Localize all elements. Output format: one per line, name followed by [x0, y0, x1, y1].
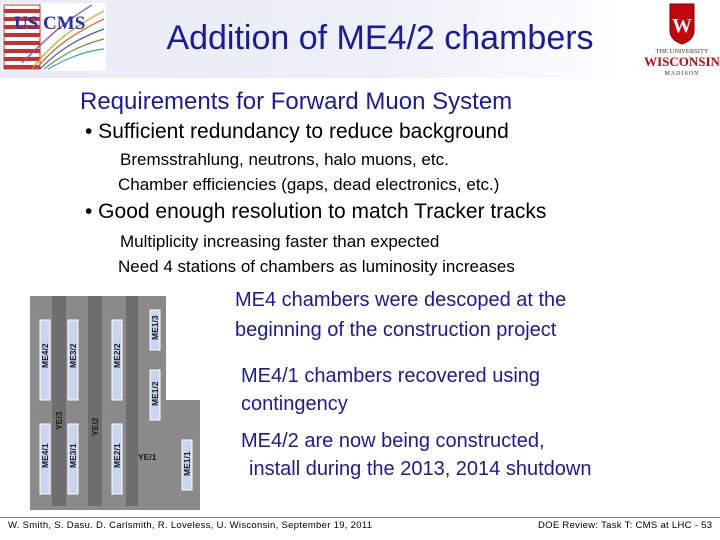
requirements-heading: Requirements for Forward Muon System — [80, 88, 513, 115]
label-ye1: YE/1 — [138, 452, 157, 462]
yoke-disk-2 — [88, 296, 102, 506]
logo-line3: MADISON — [664, 71, 700, 77]
yoke-disk-1 — [126, 296, 138, 506]
label-ye3: YE/3 — [54, 411, 64, 430]
uscms-logo-text: US CMS — [14, 13, 86, 34]
note-recovered-2: contingency — [241, 393, 348, 415]
label-ye2: YE/2 — [90, 417, 100, 436]
footer-page: DOE Review: Task T: CMS at LHC - 53 — [538, 520, 713, 531]
footer-divider — [0, 517, 720, 518]
logo-line2: WISCONSIN — [644, 54, 720, 69]
note-constructed-1: ME4/2 are now being constructed, — [241, 430, 545, 452]
label-me22: ME2/2 — [112, 343, 122, 368]
cms-endcap-diagram — [22, 290, 222, 510]
label-me21: ME2/1 — [112, 443, 122, 468]
uscms-logo — [2, 3, 106, 71]
label-me42: ME4/2 — [40, 343, 50, 368]
bullet2-sub2: Need 4 stations of chambers as luminosity increases — [118, 257, 515, 276]
shield-letter: W — [672, 15, 692, 37]
note-descoped-1: ME4 chambers were descoped at the — [235, 289, 567, 311]
label-me41: ME4/1 — [40, 443, 50, 468]
bullet-resolution: • Good enough resolution to match Tracker tracks — [85, 200, 547, 223]
bullet1-sub1: Bremsstrahlung, neutrons, halo muons, etc. — [120, 150, 449, 169]
footer-authors: W. Smith, S. Dasu. D. Carlsmith, R. Loveless, U. Wisconsin, September 19, 2011 — [8, 520, 373, 531]
label-me32: ME3/2 — [68, 343, 78, 368]
wisconsin-logo — [644, 2, 720, 78]
label-me12: ME1/2 — [150, 381, 160, 406]
bullet1-sub2: Chamber efficiencies (gaps, dead electronics, etc.) — [118, 175, 500, 194]
bullet-redundancy: • Sufficient redundancy to reduce background — [85, 120, 509, 143]
note-constructed-2: install during the 2013, 2014 shutdown — [249, 458, 592, 480]
slide-title: Addition of ME4/2 chambers — [166, 19, 594, 57]
note-recovered-1: ME4/1 chambers recovered using — [241, 365, 541, 387]
bullet2-sub1: Multiplicity increasing faster than expected — [120, 232, 440, 251]
label-me11: ME1/1 — [182, 451, 192, 476]
label-me13: ME1/3 — [150, 315, 160, 340]
yoke-disk-3 — [52, 296, 66, 506]
note-descoped-2: beginning of the construction project — [235, 319, 557, 341]
logo-line1: THE UNIVERSITY — [655, 48, 709, 55]
label-me31: ME3/1 — [68, 443, 78, 468]
